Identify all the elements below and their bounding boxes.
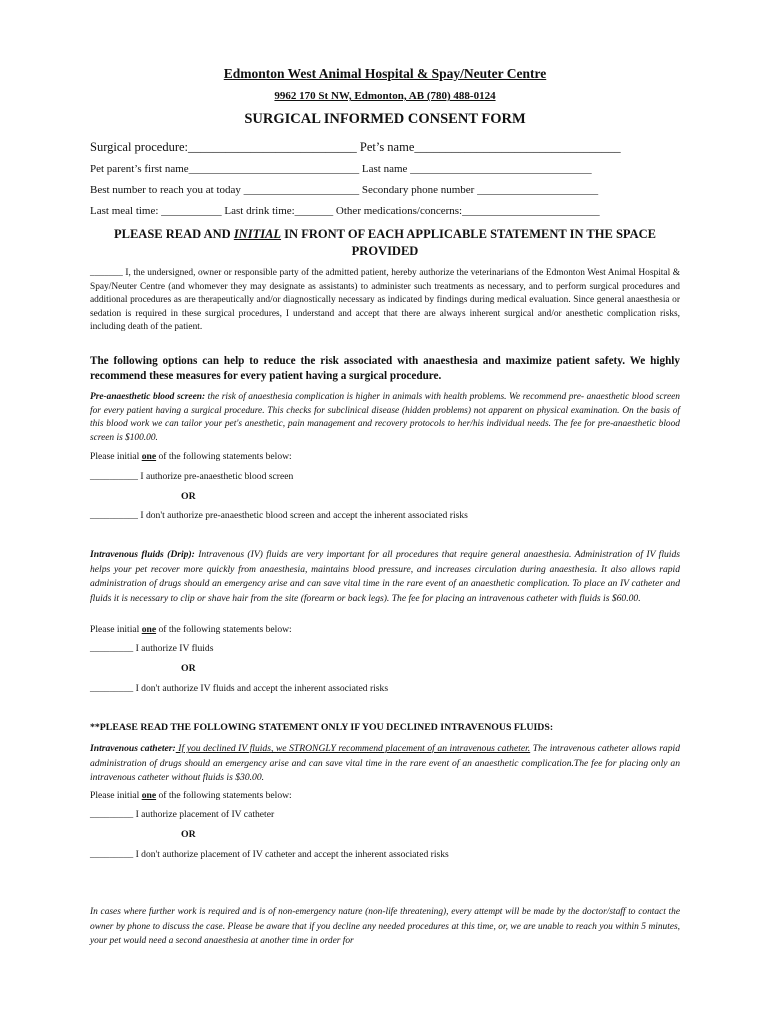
options-intro: The following options can help to reduce the risk associated with anaesthesia and maximize patient safety. We highly recommend these measures for every patient having a surgical procedure.	[90, 355, 680, 382]
declined-iv-note: **PLEASE READ THE FOLLOWING STATEMENT ONLY IF YOU DECLINED INTRAVENOUS FLUIDS:	[90, 722, 554, 733]
initial-instruction: PLEASE READ AND INITIAL IN FRONT OF EACH APPLICABLE STATEMENT IN THE SPACE PROVIDED	[114, 227, 656, 258]
iv-fluids-initial-instruction: Please initial one of the following statements below:	[90, 624, 292, 635]
hospital-name: Edmonton West Animal Hospital & Spay/Neuter Centre	[223, 66, 547, 81]
iv-fluids-authorize-option[interactable]: _________ I authorize IV fluids	[90, 643, 214, 654]
phone-field[interactable]: Best number to reach you at today _____________________ Secondary phone number ______________________	[90, 184, 599, 196]
surgical-procedure-field[interactable]: Surgical procedure:___________________________ Pet’s name_________________________________	[90, 140, 621, 154]
iv-fluids-decline-option[interactable]: _________ I don't authorize IV fluids and accept the inherent associated risks	[90, 683, 389, 694]
pre-anaesthetic-authorize-option[interactable]: __________ I authorize pre-anaesthetic blood screen	[90, 471, 294, 482]
consent-paragraph: _______ I, the undersigned, owner or responsible party of the admitted patient, hereby authorize the veterinarians of the Edmonton West Animal Hospital & Spay/Neuter Centre (and whomever they may designate as assistants) to administer such treatments as necessary, and to perform surgical procedures and additional procedures as are therapeutically and/or diagnostically necessary as indicated by findings during medical evaluation. Since general anaesthesia or sedation is required in these surgical procedures, I understand and accept that there are always inherent surgical and/or anesthetic complication risks, including death of the patient.	[90, 268, 680, 332]
hospital-address: 9962 170 St NW, Edmonton, AB (780) 488-0124	[274, 90, 496, 102]
pre-anaesthetic-initial-instruction: Please initial one of the following statements below:	[90, 451, 292, 462]
iv-fluids-or: OR	[181, 663, 196, 674]
pre-anaesthetic-paragraph: Pre-anaesthetic blood screen: the risk of anaesthesia complication is higher in animals with health problems. We recommend pre- anaesthetic blood screen for every patient having a surgical procedure. This checks for subclinical disease (hidden problems) not apparent on physical examination. On the basis of this blood work we can tailor your pet's anesthetic, pain management and recovery protocols to her/his individual needs. The fee for pre-anaesthetic blood screen is $100.00.	[90, 392, 680, 443]
iv-catheter-paragraph: Intravenous catheter: If you declined IV fluids, we STRONGLY recommend placement of an intravenous catheter. The intravenous catheter allows rapid administration of drugs should an emergency arise and can save vital time in the rare event of an anaesthetic complication.The fee for placing only an intravenous catheter without fluids is $30.00.	[90, 743, 680, 783]
meal-field[interactable]: Last meal time: ___________ Last drink time:_______ Other medications/concerns:_________________________	[90, 205, 600, 217]
iv-catheter-decline-option[interactable]: _________ I don't authorize placement of IV catheter and accept the inherent associated risks	[90, 849, 449, 860]
iv-fluids-paragraph: Intravenous fluids (Drip): Intravenous (IV) fluids are very important for all procedures that require general anaesthesia. Administration of IV fluids helps your pet recover more quickly from anaesthesia, maintains blood pressure, and increases circulation during anaesthesia. It also allows rapid administration of drugs should an emergency arise and can save vital time in the rare event of an anaesthetic complication. To place an IV catheter and fluids it is necessary to clip or shave hair from the site (forearm or back legs). The fee for placing an intravenous catheter with fluids is $60.00.	[90, 549, 680, 604]
further-work-paragraph: In cases where further work is required and is of non-emergency nature (non-life threatening), every attempt will be made by the doctor/staff to contact the owner by phone to discuss the case. Please be aware that if you decline any needed procedures at this time, or, we are unable to reach you within 5 minutes, your pet would need a second anaesthesia at another time in order for	[90, 907, 680, 946]
parent-name-field[interactable]: Pet parent’s first name_______________________________ Last name _________________________________	[90, 163, 592, 175]
pre-anaesthetic-or: OR	[181, 491, 196, 502]
pre-anaesthetic-decline-option[interactable]: __________ I don't authorize pre-anaesthetic blood screen and accept the inherent associated risks	[90, 510, 468, 521]
iv-catheter-authorize-option[interactable]: _________ I authorize placement of IV catheter	[90, 809, 275, 820]
iv-catheter-or: OR	[181, 829, 196, 840]
iv-catheter-initial-instruction: Please initial one of the following statements below:	[90, 790, 292, 801]
form-title: SURGICAL INFORMED CONSENT FORM	[244, 111, 526, 127]
